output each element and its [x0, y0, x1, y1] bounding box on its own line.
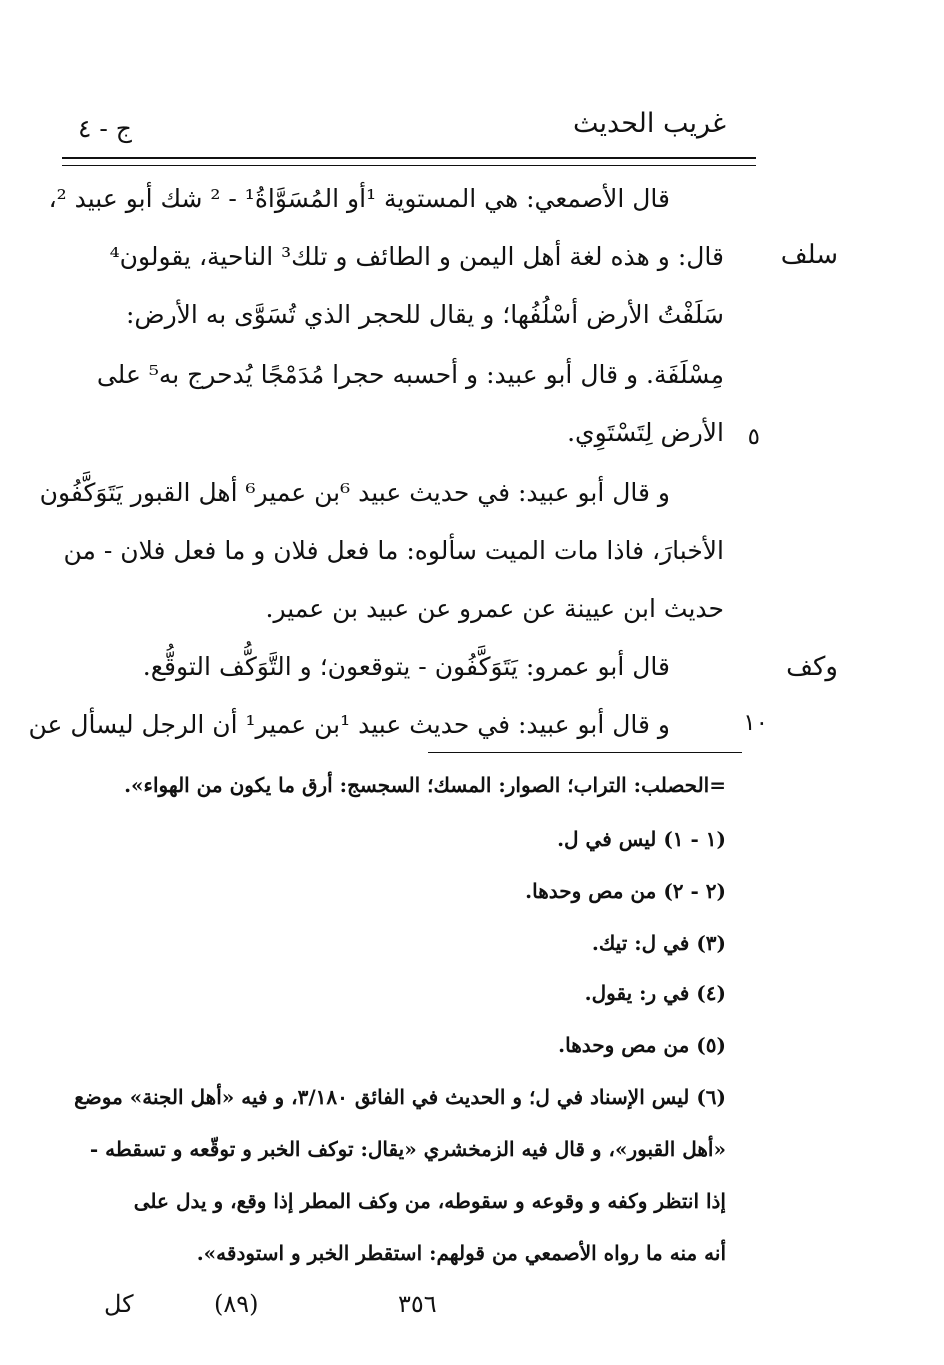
body-line-5: الأرض لِتَسْتَوِي.: [567, 418, 724, 447]
body-line-4: مِسْلَفَة. و قال أبو عبيد: و أحسبه حجرا مُدَمْجًا يُدحرج به⁵ على: [96, 360, 724, 389]
footnote-rule: [428, 752, 742, 753]
header-rule-thin: [62, 165, 756, 166]
footnote-line: (٢ - ٢) من مص وحدها.: [525, 879, 726, 903]
footnote-line: (٥) من مص وحدها.: [558, 1033, 726, 1057]
body-line-8: حديث ابن عيينة عن عمرو عن عبيد بن عمير.: [265, 594, 724, 623]
footnote-line: إذا انتظر وكفه و وقوعه و سقوطه، من وكف المطر إذا وقع، و يدل على: [133, 1189, 726, 1213]
line-number-5: ٥: [747, 424, 760, 450]
body-line-1: قال الأصمعي: هي المستوية ¹أو المُسَوَّاةُ¹ - ² شك أبو عبيد ²،: [48, 184, 670, 213]
sheet-number: (٨٩): [214, 1290, 259, 1318]
line-number-10: ١٠: [743, 710, 768, 736]
signature-mark: كل: [104, 1290, 134, 1318]
header-rule-thick: [62, 157, 756, 159]
footnote-line: (٣) في ل: تيك.: [591, 931, 726, 955]
footnote-line: (٤) في ر: يقول.: [584, 981, 726, 1005]
body-line-10: و قال أبو عبيد: في حديث عبيد ¹بن عمير¹ أن الرجل ليسأل عن: [28, 710, 670, 739]
footnote-line: (١ - ١) ليس في ل.: [557, 827, 726, 851]
book-title: غريب الحديث: [573, 108, 726, 139]
body-line-7: الأخبارَ، فاذا مات الميت سألوه: ما فعل فلان و ما فعل فلان - من: [63, 536, 724, 565]
body-line-2: قال: و هذه لغة أهل اليمن و الطائف و تلك³ الناحية، يقولون⁴: [109, 242, 724, 271]
footnote-line: =الحصلب: التراب؛ الصوار: المسك؛ السجسج: أرق ما يكون من الهواء».: [124, 773, 726, 797]
body-line-9: قال أبو عمرو: يَتَوَكَّفُون - يتوقعون؛ و التَّوَكُّف التوقُّع.: [142, 652, 670, 681]
margin-word-wakaf: وكف: [786, 652, 838, 682]
footnote-line: «أهل القبور»، و قال فيه الزمخشري «يقال: توكف الخبر و توقّعه و تسقطه -: [89, 1137, 726, 1161]
page-number: ٣٥٦: [398, 1290, 437, 1318]
body-line-6: و قال أبو عبيد: في حديث عبيد ⁶بن عمير⁶ أهل القبور يَتَوَكَّفُون: [39, 478, 670, 507]
footnote-line: أنه منه ما رواه الأصمعي من قولهم: استقطر الخبر و استودقه».: [196, 1241, 726, 1265]
margin-word-salaf: سلف: [780, 240, 838, 270]
footnote-line: (٦) ليس الإسناد في ل؛ و الحديث في الفائق ٣/١٨٠، و فيه «أهل الجنة» موضع: [74, 1085, 726, 1109]
body-line-3: سَلَفْتُ الأرض أسْلُفُها؛ و يقال للحجر الذي تُسَوَّى به الأرض:: [125, 300, 724, 329]
volume-label: ج - ٤: [78, 114, 132, 143]
